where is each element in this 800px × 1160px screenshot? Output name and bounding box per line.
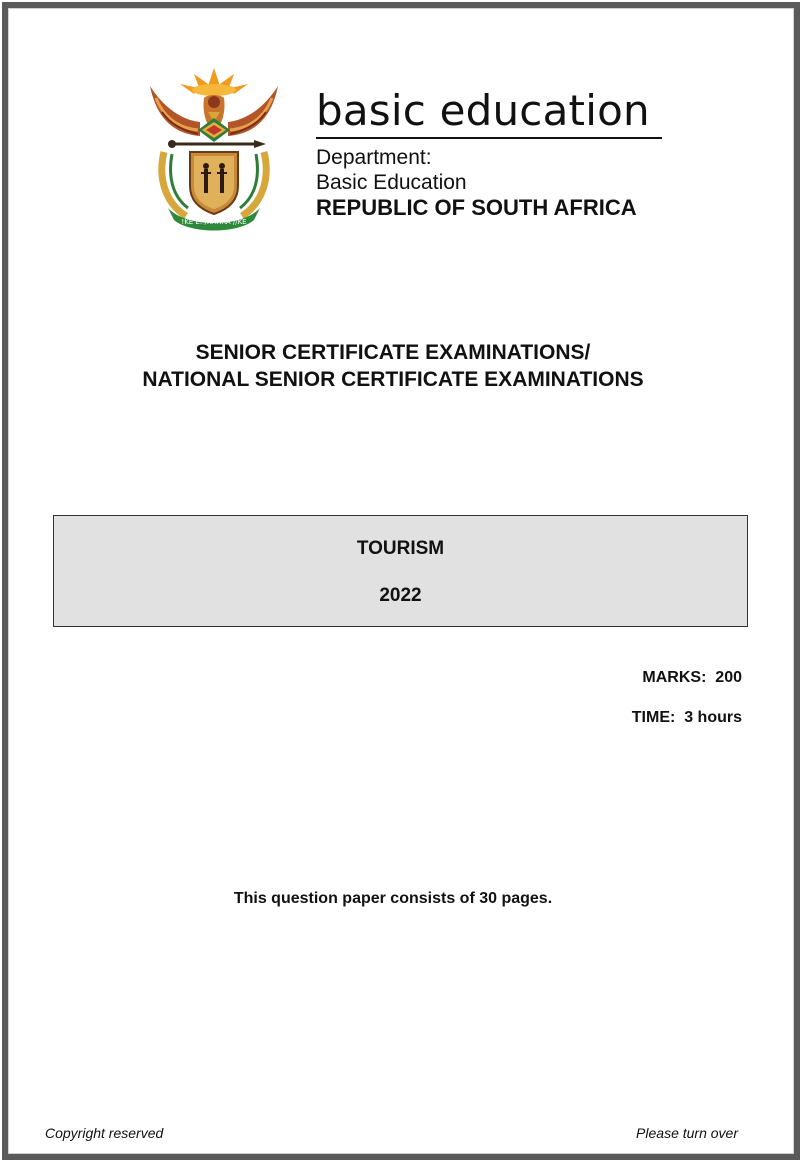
- page-count-note: This question paper consists of 30 pages.: [233, 890, 553, 907]
- brand-divider: [316, 137, 662, 139]
- subject-name: TOURISM: [356, 538, 445, 559]
- country-name: REPUBLIC OF SOUTH AFRICA: [316, 195, 637, 220]
- subject-box: [53, 515, 748, 627]
- exam-title-line1: SENIOR CERTIFICATE EXAMINATIONS/: [195, 341, 591, 364]
- copyright-note: Copyright reserved: [45, 1125, 164, 1141]
- brand-title: basic education: [316, 86, 650, 135]
- turn-over-note: Please turn over: [636, 1125, 738, 1141]
- exam-title-line2: NATIONAL SENIOR CERTIFICATE EXAMINATIONS: [142, 368, 644, 391]
- department-label: Department:: [316, 146, 432, 169]
- subject-year: 2022: [379, 585, 422, 606]
- department-name: Basic Education: [316, 171, 467, 194]
- coat-of-arms-icon: [142, 56, 286, 236]
- crest-motto: !KE E: /XARRA //KE: [181, 218, 247, 226]
- time-allowed: TIME: 3 hours: [631, 709, 742, 726]
- marks-total: MARKS: 200: [642, 669, 742, 686]
